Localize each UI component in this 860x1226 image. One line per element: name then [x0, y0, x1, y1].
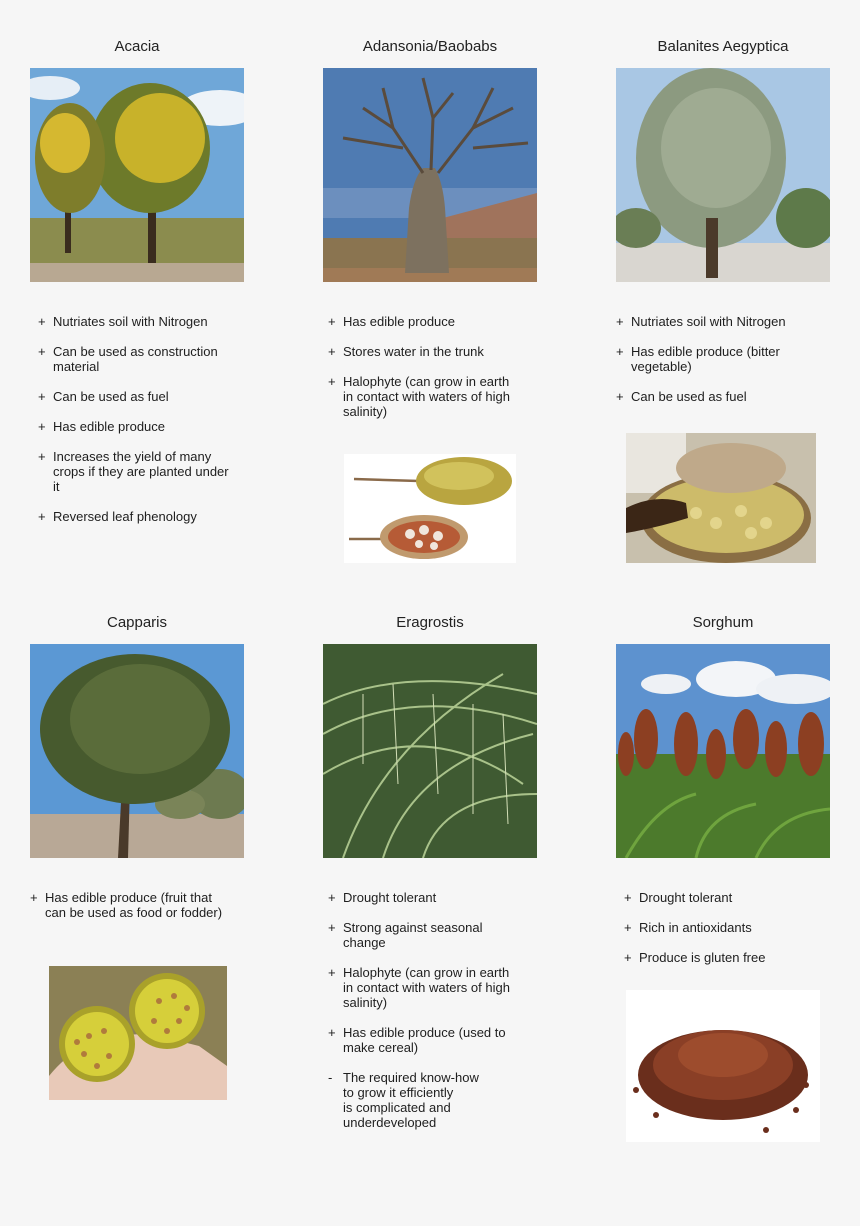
plant-title: Adansonia/Baobabs — [362, 38, 498, 55]
plant-title: Eragrostis — [396, 614, 464, 631]
list-item: + Produce is gluten free — [624, 950, 766, 965]
list-item: + Nutriates soil with Nitrogen — [38, 314, 208, 329]
list-item: + Halophyte (can grow in earth in contact with waters of high salinity) — [328, 965, 510, 1010]
plant-title: Sorghum — [692, 614, 754, 631]
sorghum-grain-photo — [626, 990, 820, 1142]
list-item: + Has edible produce (used to make cereal) — [328, 1025, 506, 1055]
balanites-tree-photo — [616, 68, 830, 282]
list-item: + Can be used as fuel — [38, 389, 169, 404]
list-item: + Has edible produce — [38, 419, 166, 434]
list-item: + Can be used as fuel — [616, 389, 747, 404]
baobab-benefits-list — [328, 314, 538, 434]
balanites-fruit-basket-photo — [626, 433, 816, 563]
eragrostis-grass-photo — [323, 644, 537, 858]
list-item: + Increases the yield of many crops if they are planted under it — [38, 449, 229, 494]
sorghum-benefits-list — [624, 890, 830, 980]
list-item: - The required know-how to grow it efficiently is complicated and underdeveloped — [328, 1070, 479, 1130]
list-item: + Halophyte (can grow in earth in contact with waters of high salinity) — [328, 374, 510, 419]
list-item: + Nutriates soil with Nitrogen — [616, 314, 786, 329]
acacia-benefits-list — [38, 314, 248, 539]
list-item: + Reversed leaf phenology — [38, 509, 197, 524]
plant-title: Acacia — [114, 38, 160, 55]
list-item: + Strong against seasonal change — [328, 920, 483, 950]
capparis-benefits-list — [30, 890, 260, 935]
plant-title: Capparis — [106, 614, 168, 631]
plant-title: Balanites Aegyptica — [657, 38, 789, 55]
list-item: + Drought tolerant — [624, 890, 733, 905]
capparis-fruit-photo — [49, 966, 227, 1100]
list-item: + Has edible produce (fruit that can be used as food or fodder) — [30, 890, 223, 920]
eragrostis-benefits-list — [328, 890, 542, 1145]
capparis-tree-photo — [30, 644, 244, 858]
baobab-fruit-photo — [344, 454, 516, 563]
list-item: + Rich in antioxidants — [624, 920, 752, 935]
list-item: + Has edible produce (bitter vegetable) — [616, 344, 780, 374]
balanites-benefits-list — [616, 314, 830, 419]
list-item: + Stores water in the trunk — [328, 344, 484, 359]
list-item: + Drought tolerant — [328, 890, 437, 905]
sorghum-field-photo — [616, 644, 830, 858]
baobab-tree-photo — [323, 68, 537, 282]
acacia-tree-photo — [30, 68, 244, 282]
list-item: + Has edible produce — [328, 314, 456, 329]
list-item: + Can be used as construction material — [38, 344, 218, 374]
